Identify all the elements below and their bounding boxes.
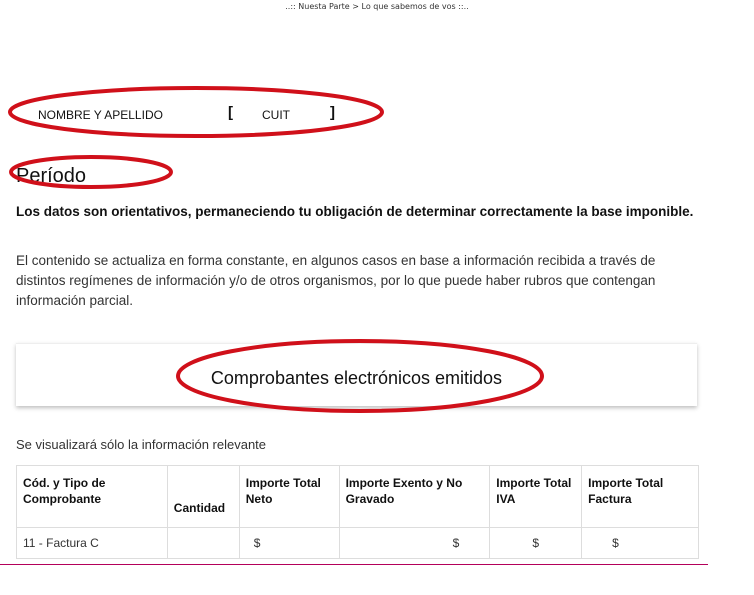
cell-iva: $ <box>490 528 582 559</box>
name-label: NOMBRE Y APELLIDO <box>38 108 163 122</box>
bracket-close: ] <box>330 104 335 121</box>
section-card[interactable] <box>16 343 697 406</box>
footer-divider <box>0 564 708 565</box>
column-header-total: Importe Total Factura <box>582 466 699 528</box>
cell-tipo: 11 - Factura C <box>17 528 168 559</box>
disclaimer-body: El contenido se actualiza en forma constante, en algunos casos en base a información recibida a través de distintos regímenes de información y/o de otros organismos, por lo que puede haber rubros que contengan información parcial. <box>16 253 656 308</box>
table-header-row <box>17 466 699 528</box>
column-header-neto: Importe Total Neto <box>239 466 339 528</box>
cell-exento: $ <box>339 528 490 559</box>
column-header-tipo: Cód. y Tipo de Comprobante <box>17 466 168 528</box>
comprobantes-table <box>16 465 699 559</box>
identity-line <box>38 104 335 122</box>
bracket-open: [ <box>228 104 233 121</box>
cell-neto: $ <box>239 528 339 559</box>
cell-total: $ <box>582 528 699 559</box>
cell-cantidad <box>167 528 239 559</box>
relevance-hint: Se visualizará sólo la información relevante <box>16 437 267 452</box>
breadcrumb: ..:: Nuesta Parte > Lo que sabemos de vos ::.. <box>285 2 469 11</box>
cuit-label: CUIT <box>262 108 290 122</box>
column-header-cantidad: Cantidad <box>167 466 239 528</box>
section-title: Comprobantes electrónicos emitidos <box>210 368 503 388</box>
table-row[interactable] <box>17 528 699 559</box>
period-title: Período <box>16 165 87 187</box>
column-header-exento: Importe Exento y No Gravado <box>339 466 490 528</box>
disclaimer-heading: Los datos son orientativos, permaneciendo tu obligación de determinar correctamente la base imponible. <box>16 204 694 219</box>
column-header-iva: Importe Total IVA <box>490 466 582 528</box>
